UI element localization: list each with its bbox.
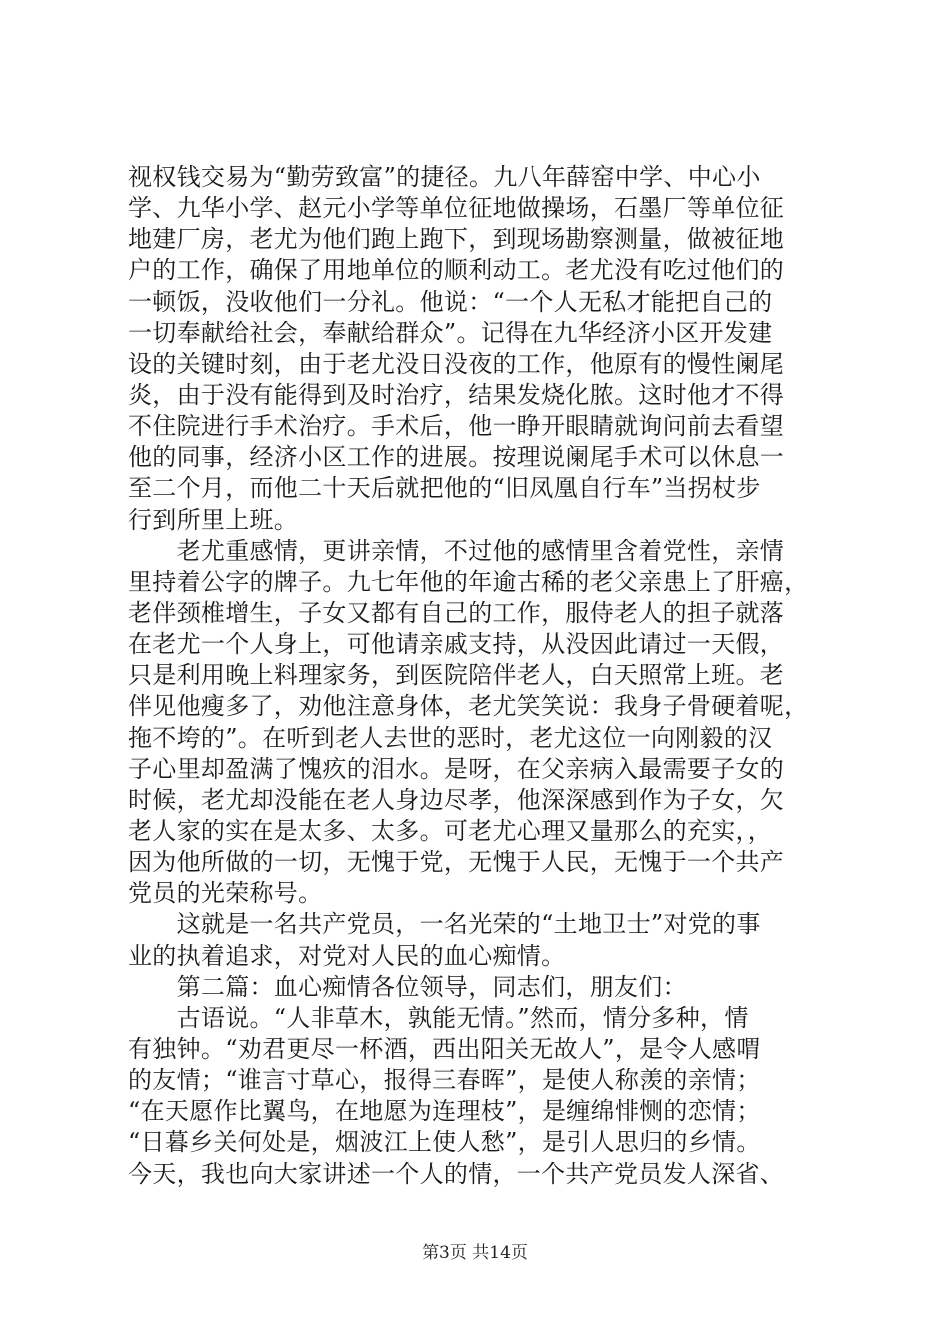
page-number-footer: 第3页 共14页	[422, 1243, 528, 1263]
text-line: “在天愿作比翼鸟，在地愿为连理枝”，是缠绵悱恻的恋情；	[128, 1097, 761, 1126]
text-line: 至二个月，而他二十天后就把他的“旧凤凰自行车”当拐杖步	[128, 474, 761, 503]
text-line: 里持着公字的牌子。九七年他的年逾古稀的老父亲患上了肝癌，	[128, 567, 809, 596]
text-line: 视权钱交易为“勤劳致富”的捷径。九八年薛窑中学、中心小	[128, 163, 761, 191]
text-line: 有独钟。“劝君更尽一杯酒，西出阳关无故人”，是令人感喟	[128, 1034, 761, 1063]
text-line: 设的关键时刻，由于老尤没日没夜的工作，他原有的慢性阑尾	[128, 349, 785, 378]
text-line: 老伴颈椎增生，子女又都有自己的工作，服侍老人的担子就落	[128, 598, 785, 627]
text-line: “日暮乡关何处是，烟波江上使人愁”，是引人思归的乡情。	[128, 1128, 761, 1157]
text-line: 地建厂房，老尤为他们跑上跑下，到现场勘察测量，做被征地	[128, 225, 785, 254]
text-line: 党员的光荣称号。	[128, 879, 323, 908]
text-line: 一切奉献给社会，奉献给群众”。记得在九华经济小区开发建	[128, 318, 773, 347]
text-line: 炎，由于没有能得到及时治疗，结果发烧化脓。这时他才不得	[128, 380, 785, 409]
text-line: 时候，老尤却没能在老人身边尽孝，他深深感到作为子女，欠	[128, 785, 785, 814]
body-text	[128, 162, 828, 1190]
text-line: 今天，我也向大家讲述一个人的情，一个共产党员发人深省、	[128, 1159, 785, 1188]
text-line: 的友情；“谁言寸草心，报得三春晖”，是使人称羡的亲情；	[128, 1066, 761, 1095]
text-line: 业的执着追求，对党对人民的血心痴情。	[128, 941, 566, 970]
text-line: 学、九华小学、赵元小学等单位征地做操场，石墨厂等单位征	[128, 194, 785, 223]
text-line: 子心里却盈满了愧疚的泪水。是呀，在父亲病入最需要子女的	[128, 754, 785, 783]
text-line: 因为他所做的一切，无愧于党，无愧于人民，无愧于一个共产	[128, 848, 785, 877]
text-line: 这就是一名共产党员，一名光荣的“土地卫士”对党的事	[128, 910, 761, 939]
text-line: 不住院进行手术治疗。手术后，他一睁开眼睛就询问前去看望	[128, 412, 785, 441]
text-line: 拖不垮的”。在听到老人去世的恶时，老尤这位一向刚毅的汉	[128, 723, 773, 752]
text-line: 古语说。“人非草木，孰能无情。”然而，情分多种，情	[128, 1003, 749, 1032]
text-line: 老尤重感情，更讲亲情，不过他的感情里含着党性，亲情	[128, 536, 785, 565]
text-line: 一顿饭，没收他们一分礼。他说：“一个人无私才能把自己的	[128, 287, 773, 316]
text-line: 伴见他瘦多了，劝他注意身体，老尤笑笑说：我身子骨硬着呢，	[128, 692, 809, 721]
section-heading-line: 第二篇：血心痴情各位领导，同志们，朋友们：	[128, 972, 687, 1001]
text-line: 在老尤一个人身上，可他请亲戚支持，从没因此请过一天假，	[128, 630, 785, 659]
text-line: 老人家的实在是太多、太多。可老尤心理又量那么的充实，，	[128, 816, 773, 845]
text-line: 他的同事，经济小区工作的进展。按理说阑尾手术可以休息一	[128, 443, 785, 472]
text-line: 行到所里上班。	[128, 505, 299, 534]
text-line: 只是利用晚上料理家务，到医院陪伴老人，白天照常上班。老	[128, 661, 785, 690]
text-line: 户的工作，确保了用地单位的顺利动工。老尤没有吃过他们的	[128, 256, 785, 285]
